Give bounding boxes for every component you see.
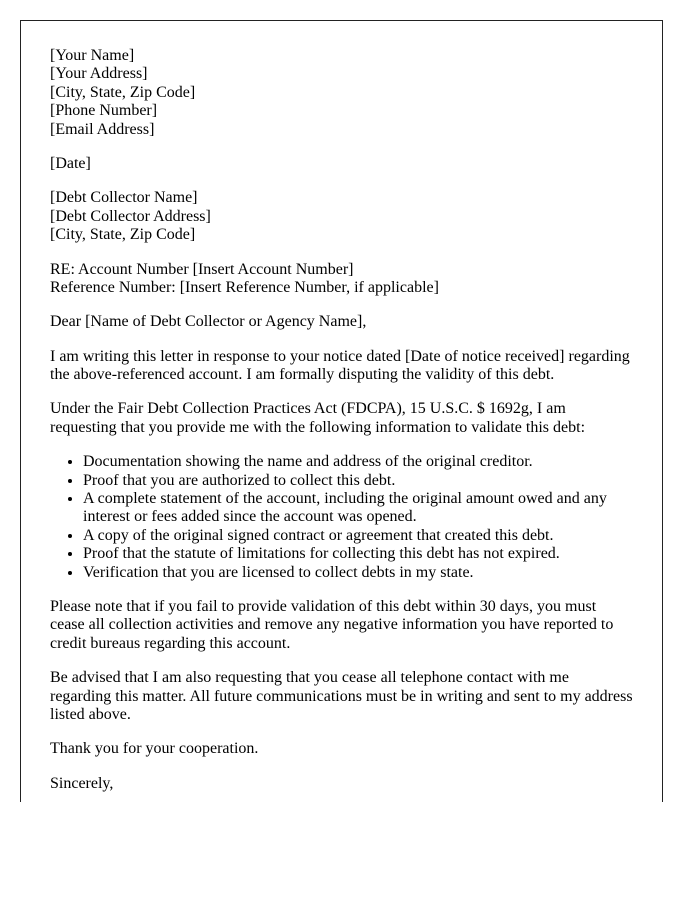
validation-item: • A complete statement of the account, including the original amount owed and any interest or fees added since the account was opened. <box>83 490 634 527</box>
sender-phone-line: [Phone Number] <box>50 102 158 120</box>
recipient-address-block <box>50 189 634 244</box>
sender-email-line: [Email Address] <box>50 120 155 138</box>
recipient-address-line: [Debt Collector Address] <box>50 207 211 225</box>
sender-city-line: [City, State, Zip Code] <box>50 83 196 101</box>
signoff: Sincerely, <box>50 774 114 792</box>
validation-item: • Proof that you are authorized to collect this debt. <box>83 472 634 490</box>
paragraph-cease-contact: Be advised that I am also requesting that you cease all telephone contact with me regarding this matter. All future communications must be in writing and sent to my address listed above. <box>50 669 633 723</box>
validation-items-list <box>50 453 634 582</box>
reference-block <box>50 261 634 298</box>
recipient-name-line: [Debt Collector Name] <box>50 189 198 207</box>
sender-address-line: [Your Address] <box>50 65 148 83</box>
validation-item: • Documentation showing the name and address of the original creditor. <box>83 453 634 471</box>
validation-item: • Verification that you are licensed to collect debts in my state. <box>83 564 634 582</box>
date-line: [Date] <box>50 154 91 172</box>
recipient-city-line: [City, State, Zip Code] <box>50 226 196 244</box>
salutation: Dear [Name of Debt Collector or Agency Name], <box>50 313 367 331</box>
sender-name-line: [Your Name] <box>50 47 135 64</box>
letter-page <box>20 20 663 802</box>
re-account-number-line: RE: Account Number [Insert Account Number] <box>50 260 354 278</box>
paragraph-intro: I am writing this letter in response to your notice dated [Date of notice received] regarding the above-referenced account. I am formally disputing the validity of this debt. <box>50 347 630 384</box>
paragraph-fdcpa: Under the Fair Debt Collection Practices Act (FDCPA), 15 U.S.C. $ 1692g, I am requesting that you provide me with the following information to validate this debt: <box>50 400 586 436</box>
sender-address-block <box>50 47 634 139</box>
paragraph-thanks: Thank you for your cooperation. <box>50 740 259 758</box>
reference-number-line: Reference Number: [Insert Reference Number, if applicable] <box>50 278 439 296</box>
validation-item: • A copy of the original signed contract or agreement that created this debt. <box>83 527 634 545</box>
validation-item: • Proof that the statute of limitations for collecting this debt has not expired. <box>83 545 634 563</box>
paragraph-validation-deadline: Please note that if you fail to provide validation of this debt within 30 days, you must cease all collection activities and remove any negative information you have reported to credit bureaus regarding this account. <box>50 597 614 652</box>
